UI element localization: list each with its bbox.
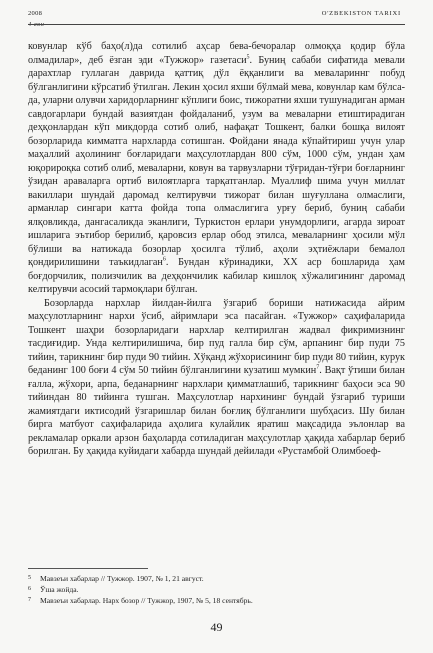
paragraph-1-part-a: ковунлар кўб баҳо(л)да сотилиб аҳсар бева-бечоралар олмоқҳа қодир бўла олмадилар», деб ёзган эди «Тужжор» газетаси bbox=[28, 41, 405, 66]
footnote-text: Ўша жойда. bbox=[40, 585, 79, 594]
header-journal-title: O'ZBEKISTON TARIXI bbox=[321, 10, 401, 17]
footnote-item bbox=[28, 595, 405, 606]
footnotes bbox=[28, 573, 405, 606]
footnote-ref-7: 7 bbox=[316, 364, 320, 371]
footnote-divider bbox=[28, 568, 148, 569]
paragraph-1 bbox=[28, 40, 405, 297]
footnote-number: 7 bbox=[28, 597, 31, 603]
footnote-ref-5: 5 bbox=[246, 54, 250, 61]
paragraph-2 bbox=[28, 297, 405, 459]
footnote-text: Мавзеъи хабарлар. Нарх бозор // Тужжор, 1907, № 5, 18 сентябрь. bbox=[40, 596, 253, 605]
header-year: 2008 bbox=[28, 10, 43, 17]
paragraph-1-part-c: . Бундан кўринадики, ХХ аср бошларида ҳам боғдорчилик, полизчилик ва деҳқончилик кабилар кишлоқ хўжалигининг даромад келтирувчи асосий тармоқлари бўлган. bbox=[28, 257, 405, 295]
footnote-item bbox=[28, 584, 405, 595]
header-divider bbox=[28, 24, 405, 25]
paragraph-2-part-a: Бозорларда нархлар йилдан-йилга ўзгариб бориши натижасида айрим маҳсулотларнинг нархи ўсиб, айримлари эса пасайган. «Тужжор» саҳифаларида Тошкент шаҳри бозорларидаги нархлар келтирилган жадвал фикримизнинг тасдиғидир. Унда келтирилишича, бир пуд галла бир сўм, арпанинг бир пуди 75 тийин, тарикнинг бир пуди 90 тийин. Хўқанд жўхорисининг бир пуди 80 тийин, курук беданинг 100 боғи 4 сўм 50 тийин бўлганлигини кузатиш мумкин bbox=[28, 297, 405, 376]
running-header bbox=[28, 8, 405, 38]
page-number: 49 bbox=[210, 620, 223, 634]
footnote-ref-6: 6 bbox=[162, 256, 166, 263]
paragraph-2-part-b: . Вақт ўтиши билан ғалла, жўхори, арпа, беданарнинг нархлари қимматлашиб, тарикнинг баҳоси эса 90 тийиндан 80 тийинга тушган. Маҳсулотлар нархининг бундай ўзгариб туриши жамиятдаги иктисодий ўзгаришлар билан боғлиқ бўлганлиги шубҳасиз. Шу билан бирга матбуот саҳифаларида аҳолига кулайлик яратиш мақсадида эълонлар ва рекламалар оркали арзон баҳоларда сотиладиган маҳсулотлар ҳақида хабарлар бериб борилган. Бу ҳақида куйидаги хабарда шундай дейилади «Рустамбой Олимбоеф- bbox=[28, 365, 405, 457]
footnote-text: Мавзеъи хабарлар // Тужжор. 1907, № 1, 21 август. bbox=[40, 574, 204, 583]
header-issue: 4-сон bbox=[28, 21, 45, 28]
footnote-number: 6 bbox=[28, 586, 31, 592]
article-body bbox=[28, 40, 405, 459]
footnote-item bbox=[28, 573, 405, 584]
footnote-number: 5 bbox=[28, 575, 31, 581]
paragraph-1-part-b: . Буниң сабаби сифатида мевали дарахтлар гуллаган даврида қаттиқ дўл ёққанлиги ва мевалариннг побуд бўлганлигини кўрсатиб ўтилган. Лекин ҳосил яхши бўлмай мева, ковунлар кам бўлса-да, уларни олувчи харидорларнинг кўплиги боис, тижоратни яхши тушунадиган арман савдогарлари бундай вазиятдан фойдаланиб, узум ва меваларни етиштирадиган деҳқонлардан кўп микдорда сотиб олиб, нафақат Тошкент, балки бошқа вилоят бозорларида кимматга нархларда сотишган. Фойдани янада кўпайтириш учун улар маҳаллий аҳолининг боғларидаги маҳсулотлардан 800 сўм, 1000 сўм, ундан ҳам юқорироқка сотиб олиб, меваларни, ковун ва тарвузларни тўғридан-тўғри боғларнинг ўзидан араваларга ортиб вилоятларга тарқатганлар. Муаллиф шима учун миллат вакиллари шундай даромад келтирувчи тижорат билан шуғуллана олмаслиги, арманлар сингари катта фойда топа олмаслигига урғу бериб, буниң сабаби ялқовликда, дангасаликда эканлиги, Туркистон ерлари унумдорлиги, агарда зироат ишларига эътибор берилиб, қаровсиз ерлар обод этилса, меваларнинг ҳосили мўл бўлиши ва натижада бозорлар ҳосилга тўлиб, аҳоли эҳтиёжлари бемалол қондирилишини таъкидлаган bbox=[28, 54, 405, 268]
